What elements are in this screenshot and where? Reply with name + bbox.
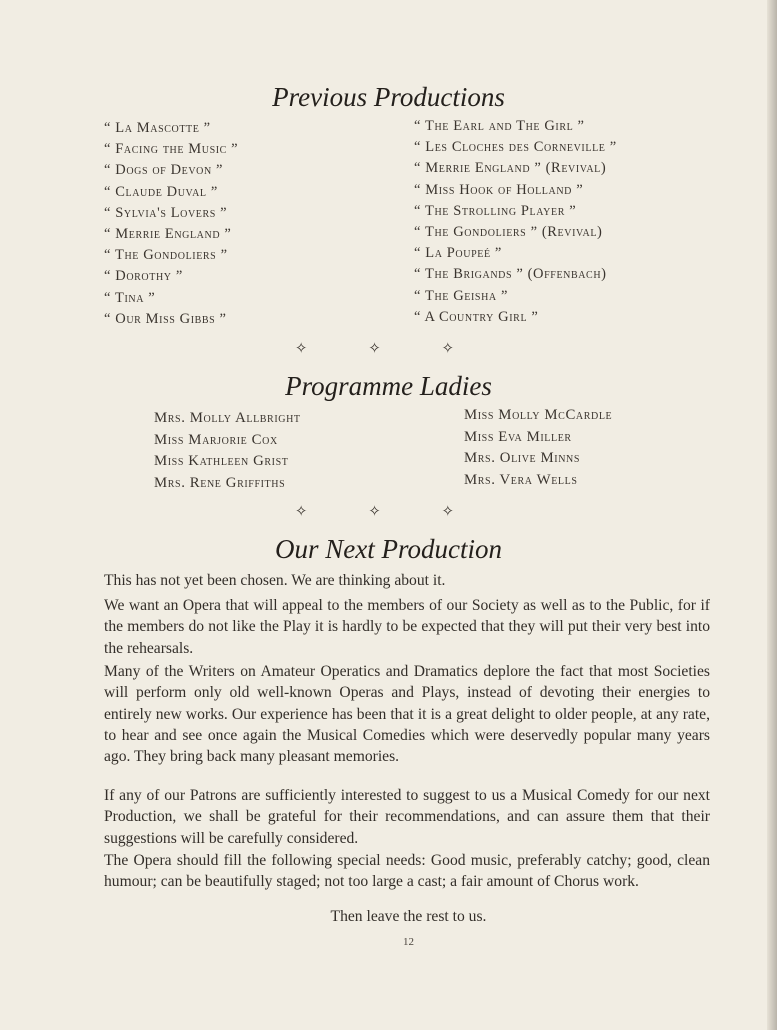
production-item: “ The Brigands ” (Offenbach)	[414, 266, 607, 283]
production-item: “ Sylvia's Lovers ”	[104, 204, 228, 221]
previous-productions-left-list	[104, 118, 238, 330]
ornament-divider: ✧ ✧ ✧	[294, 502, 483, 520]
paragraph: If any of our Patrons are sufficiently interested to suggest to us a Musical Comedy for our next Production, we shall be grateful for their recommendations, and can assure them that their suggestions will be carefully considered.	[104, 787, 710, 847]
lady-name: Miss Molly McCardle	[464, 407, 613, 423]
production-item: “ Dogs of Devon ”	[104, 162, 224, 179]
programme-ladies-right-list	[464, 405, 612, 492]
production-item: “ The Strolling Player ”	[414, 202, 577, 219]
paragraph: Many of the Writers on Amateur Operatics and Dramatics deplore the fact that most Societies will perform only old well-known Operas and Plays, instead of devoting their energies to entirely new works. Our experience has been that it is a great delight to older people, at any rate, to hear and see once again the Musical Comedies which were deservedly popular many years ago. They bring back many pleasant memories.	[104, 663, 710, 766]
paragraph: This has not yet been chosen. We are thinking about it.	[104, 572, 446, 589]
lady-name: Miss Kathleen Grist	[154, 453, 289, 470]
next-production-heading: Our Next Production	[275, 534, 502, 564]
production-item: “ The Gondoliers ”	[104, 247, 228, 264]
production-item: “ Merrie England ”	[104, 225, 232, 242]
lady-name: Miss Marjorie Cox	[154, 431, 278, 448]
production-item: “ Tina ”	[104, 289, 156, 306]
production-item: “ Les Cloches des Corneville ”	[414, 139, 617, 156]
production-item: “ La Mascotte ”	[104, 120, 211, 136]
production-item: “ A Country Girl ”	[414, 308, 539, 325]
production-item: “ The Geisha ”	[414, 287, 508, 304]
previous-productions-heading: Previous Productions	[272, 82, 505, 112]
ornament-divider: ✧ ✧ ✧	[294, 339, 483, 357]
programme-ladies-heading: Programme Ladies	[285, 371, 492, 401]
production-item: “ Facing the Music ”	[104, 141, 239, 158]
lady-name: Mrs. Molly Allbright	[154, 410, 301, 426]
production-item: “ Our Miss Gibbs ”	[104, 310, 227, 327]
production-item: “ Dorothy ”	[104, 268, 183, 285]
production-item: “ Miss Hook of Holland ”	[414, 181, 584, 198]
previous-productions-right-list	[414, 116, 617, 328]
production-item: “ La Poupeé ”	[414, 245, 502, 262]
programme-ladies-left-list	[154, 408, 301, 495]
production-item: “ Merrie England ” (Revival)	[414, 160, 607, 177]
closing-line: Then leave the rest to us.	[330, 908, 487, 925]
paragraph: We want an Opera that will appeal to the members of our Society as well as to the Public, for if the members do not like the Play it is hardly to be expected that they will put their very best into the rehearsals.	[104, 597, 710, 657]
production-item: “ Claude Duval ”	[104, 183, 218, 200]
lady-name: Miss Eva Miller	[464, 428, 572, 445]
production-item: “ The Earl and The Girl ”	[414, 118, 585, 134]
lady-name: Mrs. Vera Wells	[464, 472, 578, 489]
production-item: “ The Gondoliers ” (Revival)	[414, 223, 603, 240]
page-number: 12	[403, 936, 414, 948]
lady-name: Mrs. Rene Griffiths	[154, 475, 286, 492]
lady-name: Mrs. Olive Minns	[464, 450, 581, 467]
paragraph: The Opera should fill the following special needs: Good music, preferably catchy; good, clean humour; can be beautifully staged; not too large a cast; a fair amount of Chorus work.	[104, 852, 710, 891]
